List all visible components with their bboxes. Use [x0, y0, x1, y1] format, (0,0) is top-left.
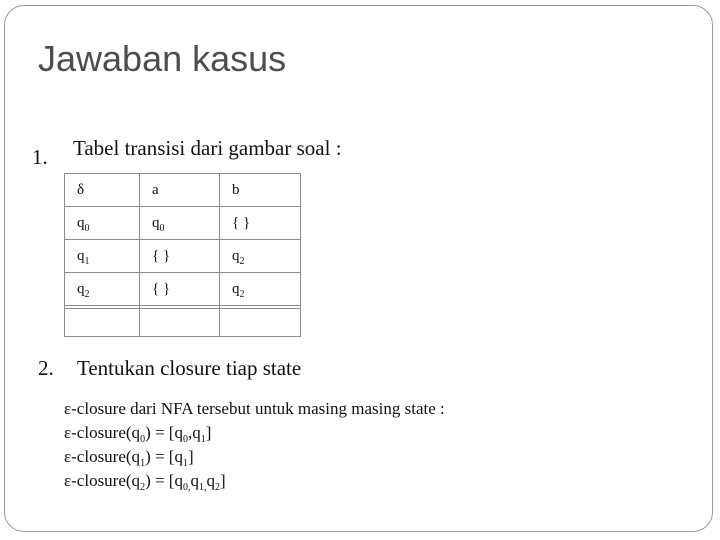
header-a: a [140, 174, 220, 207]
closure-intro: ε-closure dari NFA tersebut untuk masing masing state : [64, 399, 445, 418]
cell-a: $q_0$ [140, 207, 220, 240]
cell-state: $q_2$ [65, 273, 140, 306]
cell-a: { } [140, 273, 220, 306]
cell-b: $q_2$ [220, 273, 301, 306]
cell-a: { } [140, 240, 220, 273]
header-b: b [220, 174, 301, 207]
header-delta: δ [65, 174, 140, 207]
table-row [65, 240, 301, 273]
closure-line-q0: $\varepsilon-closure(q_0) = [q_0,q_1]$ [64, 423, 212, 445]
closure-line-q2: $\varepsilon-closure(q_2) = [q_{0,}q_{1,}q_2]$ [64, 471, 226, 493]
table-row-empty [65, 309, 301, 337]
slide-title: Jawaban kasus [38, 38, 287, 79]
empty-cell [140, 309, 220, 337]
cell-state: $q_1$ [65, 240, 140, 273]
item2-number: 2. [38, 356, 54, 380]
item1-number: 1. [32, 145, 48, 169]
empty-cell [220, 309, 301, 337]
item1-text: Tabel transisi dari gambar soal : [73, 136, 342, 160]
item2-text: Tentukan closure tiap state [77, 356, 302, 380]
table-header-row [65, 174, 301, 207]
closure-list [64, 397, 445, 493]
cell-state: $q_0$ [65, 207, 140, 240]
empty-cell [65, 309, 140, 337]
cell-b: { } [220, 207, 301, 240]
transition-table [64, 173, 301, 337]
table-row [65, 207, 301, 240]
closure-line-q1: $\varepsilon-closure(q_1) = [q_1]$ [64, 447, 194, 469]
table-row [65, 273, 301, 306]
cell-b: $q_2$ [220, 240, 301, 273]
